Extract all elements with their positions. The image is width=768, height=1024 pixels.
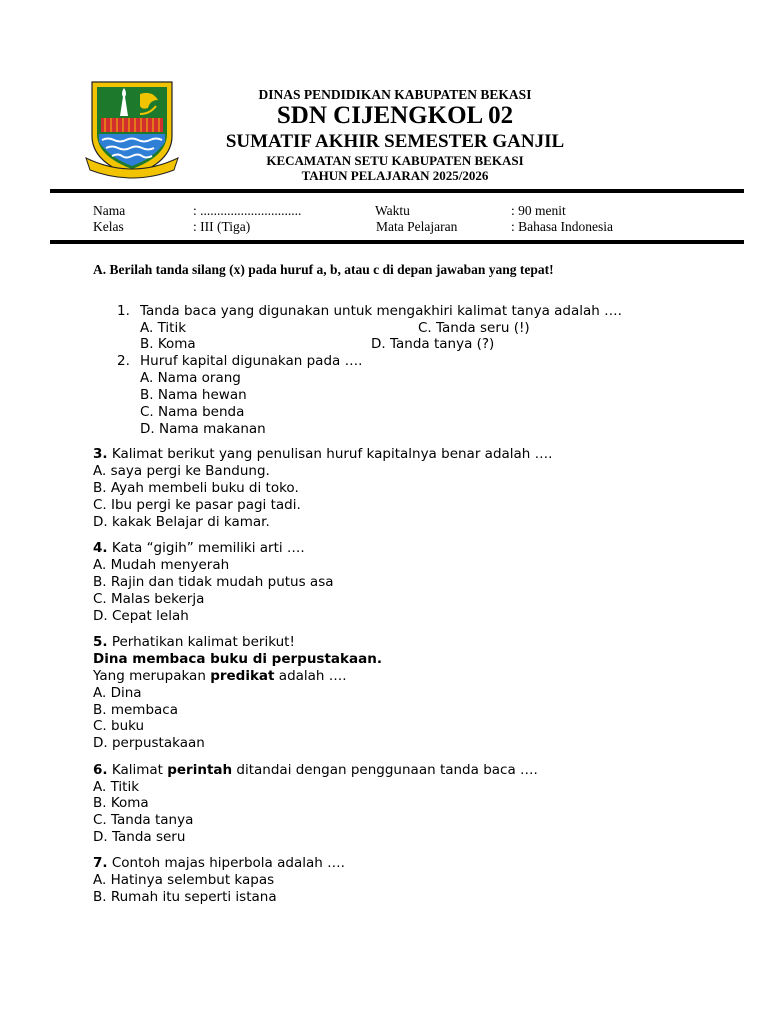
q5-stem: [93, 634, 295, 650]
q1-number: 1.: [117, 303, 130, 319]
header-agency: DINAS PENDIDIKAN KABUPATEN BEKASI: [258, 87, 532, 102]
q2-option-c: C. Nama benda: [140, 404, 245, 420]
header-school-name: SDN CIJENGKOL 02: [276, 102, 514, 129]
q6-stem: [93, 762, 538, 778]
header-district: KECAMATAN SETU KABUPATEN BEKASI: [266, 153, 524, 168]
bekasi-emblem-logo: [84, 80, 180, 180]
q3-stem: [93, 446, 552, 462]
q4-number: 4.: [93, 540, 108, 556]
q1-text: Tanda baca yang digunakan untuk mengakhiri kalimat tanya adalah ….: [140, 303, 622, 319]
q2-option-d: D. Nama makanan: [140, 421, 266, 437]
q3-number: 3.: [93, 446, 108, 462]
q7-text: Contoh majas hiperbola adalah ….: [107, 855, 345, 871]
q2-number: 2.: [117, 353, 130, 369]
time-value: : 90 menit: [511, 203, 566, 218]
time-label: Waktu: [375, 203, 410, 218]
q4-option-a: A. Mudah menyerah: [93, 557, 230, 573]
q1-option-b: B. Koma: [140, 336, 196, 352]
header-divider-top: [50, 189, 744, 193]
q1-option-c: C. Tanda seru (!): [418, 320, 530, 336]
q6-option-c: C. Tanda tanya: [93, 812, 194, 828]
subject-value: : Bahasa Indonesia: [511, 219, 613, 234]
q2-text: Huruf kapital digunakan pada ….: [140, 353, 363, 369]
q4-option-d: D. Cepat lelah: [93, 608, 189, 624]
q3-option-b: B. Ayah membeli buku di toko.: [93, 480, 299, 496]
q5-option-b: B. membaca: [93, 702, 178, 718]
q4-stem: [93, 540, 305, 556]
q3-option-c: C. Ibu pergi ke pasar pagi tadi.: [93, 497, 301, 513]
q5-option-a: A. Dina: [93, 685, 142, 701]
q5-text: Perhatikan kalimat berikut!: [107, 634, 295, 650]
q2-option-b: B. Nama hewan: [140, 387, 247, 403]
q6-number: 6.: [93, 762, 108, 778]
q7-stem: [93, 855, 345, 871]
q4-option-b: B. Rajin dan tidak mudah putus asa: [93, 574, 334, 590]
q6-option-d: D. Tanda seru: [93, 829, 186, 845]
q1-option-a: A. Titik: [140, 320, 187, 336]
q5-prompt-pre: Yang merupakan: [93, 668, 211, 684]
header-exam-title: SUMATIF AKHIR SEMESTER GANJIL: [225, 131, 565, 152]
subject-label: Mata Pelajaran: [376, 219, 458, 234]
q1-option-d: D. Tanda tanya (?): [371, 336, 495, 352]
q5-prompt-keyword: predikat: [210, 668, 275, 684]
class-value: : III (Tiga): [193, 219, 251, 234]
q3-option-a: A. saya pergi ke Bandung.: [93, 463, 270, 479]
q6-keyword: perintah: [167, 762, 233, 778]
q5-option-c: C. buku: [93, 718, 145, 734]
q5-option-d: D. perpustakaan: [93, 735, 205, 751]
q4-option-c: C. Malas bekerja: [93, 591, 205, 607]
header-academic-year: TAHUN PELAJARAN 2025/2026: [301, 168, 489, 183]
q4-text: Kata “gigih” memiliki arti ….: [107, 540, 305, 556]
q3-option-d: D. kakak Belajar di kamar.: [93, 514, 270, 530]
q7-option-b: B. Rumah itu seperti istana: [93, 889, 277, 905]
q5-prompt-post: adalah ….: [274, 668, 347, 684]
name-label: Nama: [93, 203, 126, 218]
q6-option-b: B. Koma: [93, 795, 149, 811]
q3-text: Kalimat berikut yang penulisan huruf kapitalnya benar adalah ….: [107, 446, 553, 462]
q2-option-a: A. Nama orang: [140, 370, 241, 386]
q7-option-a: A. Hatinya selembut kapas: [93, 872, 275, 888]
q6-option-a: A. Titik: [93, 779, 140, 795]
q6-text-pre: Kalimat: [107, 762, 168, 778]
q6-text-post: ditandai dengan penggunaan tanda baca ….: [232, 762, 538, 778]
q5-prompt: [93, 668, 347, 684]
section-a-instruction: A. Berilah tanda silang (x) pada huruf a, b, atau c di depan jawaban yang tepat!: [93, 262, 554, 277]
q5-number: 5.: [93, 634, 108, 650]
q5-sentence: Dina membaca buku di perpustakaan.: [93, 651, 382, 667]
name-value: : ..............................: [193, 203, 302, 218]
class-label: Kelas: [93, 219, 124, 234]
q7-number: 7.: [93, 855, 108, 871]
header-divider-bottom: [50, 240, 744, 244]
